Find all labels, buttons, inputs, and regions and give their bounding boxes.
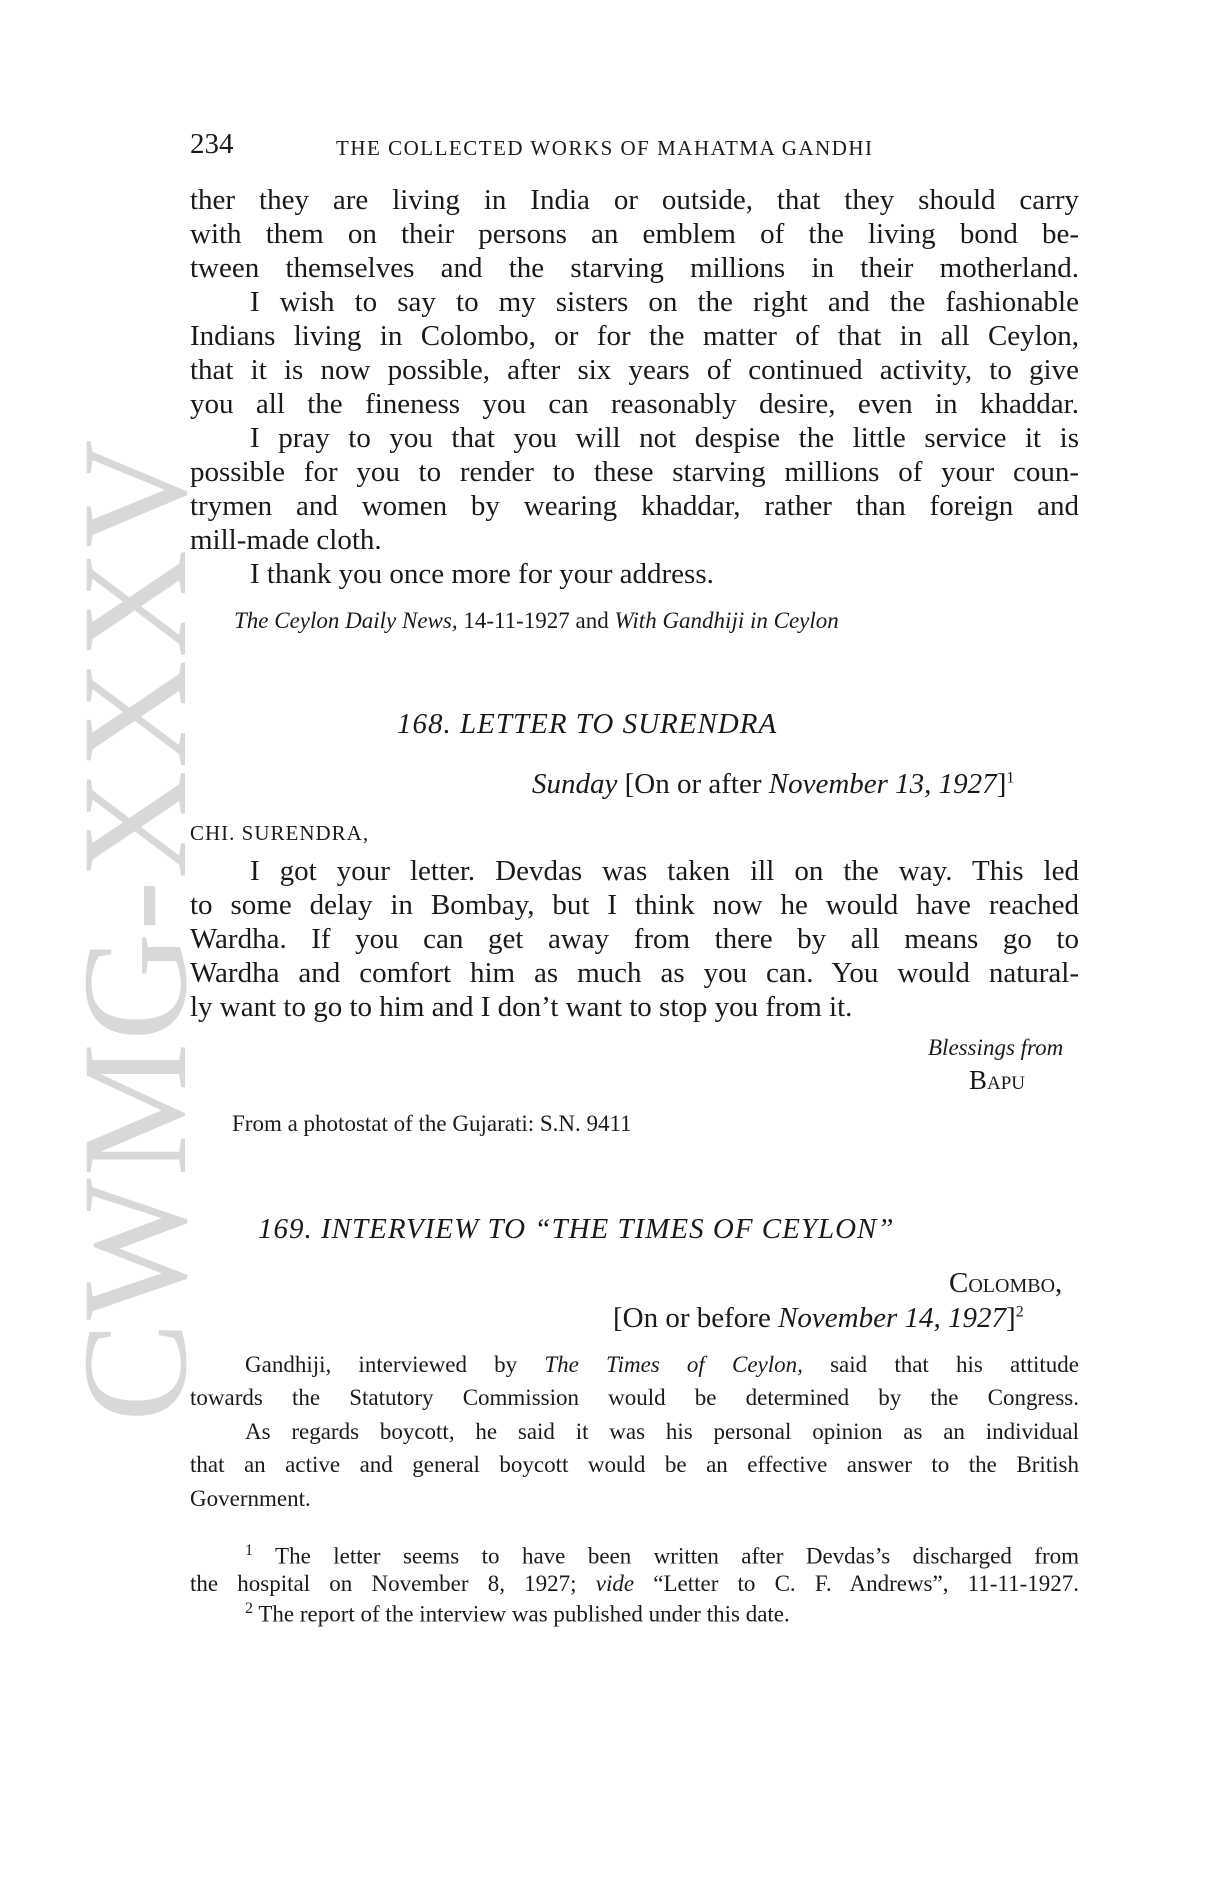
letter-line: Wardha. If you can get away from there by all means go to — [190, 923, 1079, 955]
source-publication: The Ceylon Daily News, — [234, 608, 458, 633]
interview-place: Colombo, — [949, 1267, 1063, 1299]
letter-source: From a photostat of the Gujarati: S.N. 9411 — [232, 1111, 632, 1136]
salutation: CHI. SURENDRA, — [190, 821, 370, 845]
speech-line: that it is now possible, after six years of continued activity, to give — [190, 354, 1079, 386]
speech-line: I pray to you that you will not despise the little service it is — [250, 422, 1079, 454]
footnote: $^1$ The letter seems to have been written after Devdas’s discharged from — [245, 1542, 1079, 1569]
interview-line: that an active and general boycott would be an effective answer to the British — [190, 1452, 1079, 1477]
interview-line: Gandhiji, interviewed by The Times of Ceylon, said that his attitude — [245, 1352, 1080, 1377]
footnote: the hospital on November 8, 1927; vide “Letter to C. F. Andrews”, 11-11-1927. — [190, 1571, 1080, 1596]
speech-line: trymen and women by wearing khaddar, rather than foreign and — [190, 490, 1079, 522]
letter-date-close: ] — [996, 768, 1007, 800]
closing: Blessings from — [928, 1035, 1064, 1060]
speech-line: I thank you once more for your address. — [250, 558, 714, 590]
letter-line: to some delay in Bombay, but I think now he would have reached — [190, 889, 1079, 921]
speech-source — [234, 608, 839, 634]
page-number: 234 — [190, 128, 234, 160]
watermark: CWMG-XXXV — [52, 437, 218, 1423]
footnote-marker: 2 — [1015, 1303, 1024, 1321]
running-title: THE COLLECTED WORKS OF MAHATMA GANDHI — [336, 136, 874, 160]
speech-line: you all the fineness you can reasonably desire, even in khaddar. — [190, 388, 1079, 420]
letter-date — [532, 768, 1014, 801]
footnote: $^2$ The report of the interview was published under this date. — [245, 1600, 790, 1627]
interview-line: towards the Statutory Commission would be determined by the Congress. — [190, 1385, 1079, 1410]
speech-line: I wish to say to my sisters on the right and the fashionable — [250, 286, 1079, 318]
letter-date-italic: November 13, 1927 — [768, 768, 997, 800]
letter-line: I got your letter. Devdas was taken ill on the way. This led — [250, 855, 1079, 887]
letter-line: Wardha and comfort him as much as you can. You would natural- — [190, 957, 1079, 989]
speech-line: tween themselves and the starving millions in their motherland. — [190, 252, 1079, 284]
speech-line: ther they are living in India or outside, that they should carry — [190, 184, 1079, 216]
interview-date-italic: November 14, 1927 — [778, 1302, 1007, 1334]
signature: Bapu — [969, 1065, 1026, 1095]
section-heading: 168. LETTER TO SURENDRA — [397, 708, 778, 740]
letter-date-day: Sunday — [532, 768, 618, 800]
section-heading: 169. INTERVIEW TO “THE TIMES OF CEYLON” — [258, 1213, 895, 1245]
speech-line: Indians living in Colombo, or for the matter of that in all Ceylon, — [190, 320, 1079, 352]
source-date: 14-11-1927 and — [463, 608, 609, 633]
speech-line: mill-made cloth. — [190, 524, 382, 556]
letter-date-text: [On or after — [624, 768, 762, 800]
interview-date — [613, 1302, 1024, 1335]
footnote-marker: 1 — [1006, 769, 1015, 787]
source-publication: With Gandhiji in Ceylon — [614, 608, 839, 633]
interview-date-text: [On or before — [613, 1302, 771, 1334]
letter-line: ly want to go to him and I don’t want to stop you from it. — [190, 991, 853, 1023]
interview-date-close: ] — [1006, 1302, 1016, 1334]
speech-line: with them on their persons an emblem of the living bond be- — [190, 218, 1079, 250]
interview-line: As regards boycott, he said it was his personal opinion as an individual — [245, 1419, 1079, 1444]
interview-line: Government. — [190, 1486, 311, 1511]
speech-line: possible for you to render to these starving millions of your coun- — [190, 456, 1079, 488]
